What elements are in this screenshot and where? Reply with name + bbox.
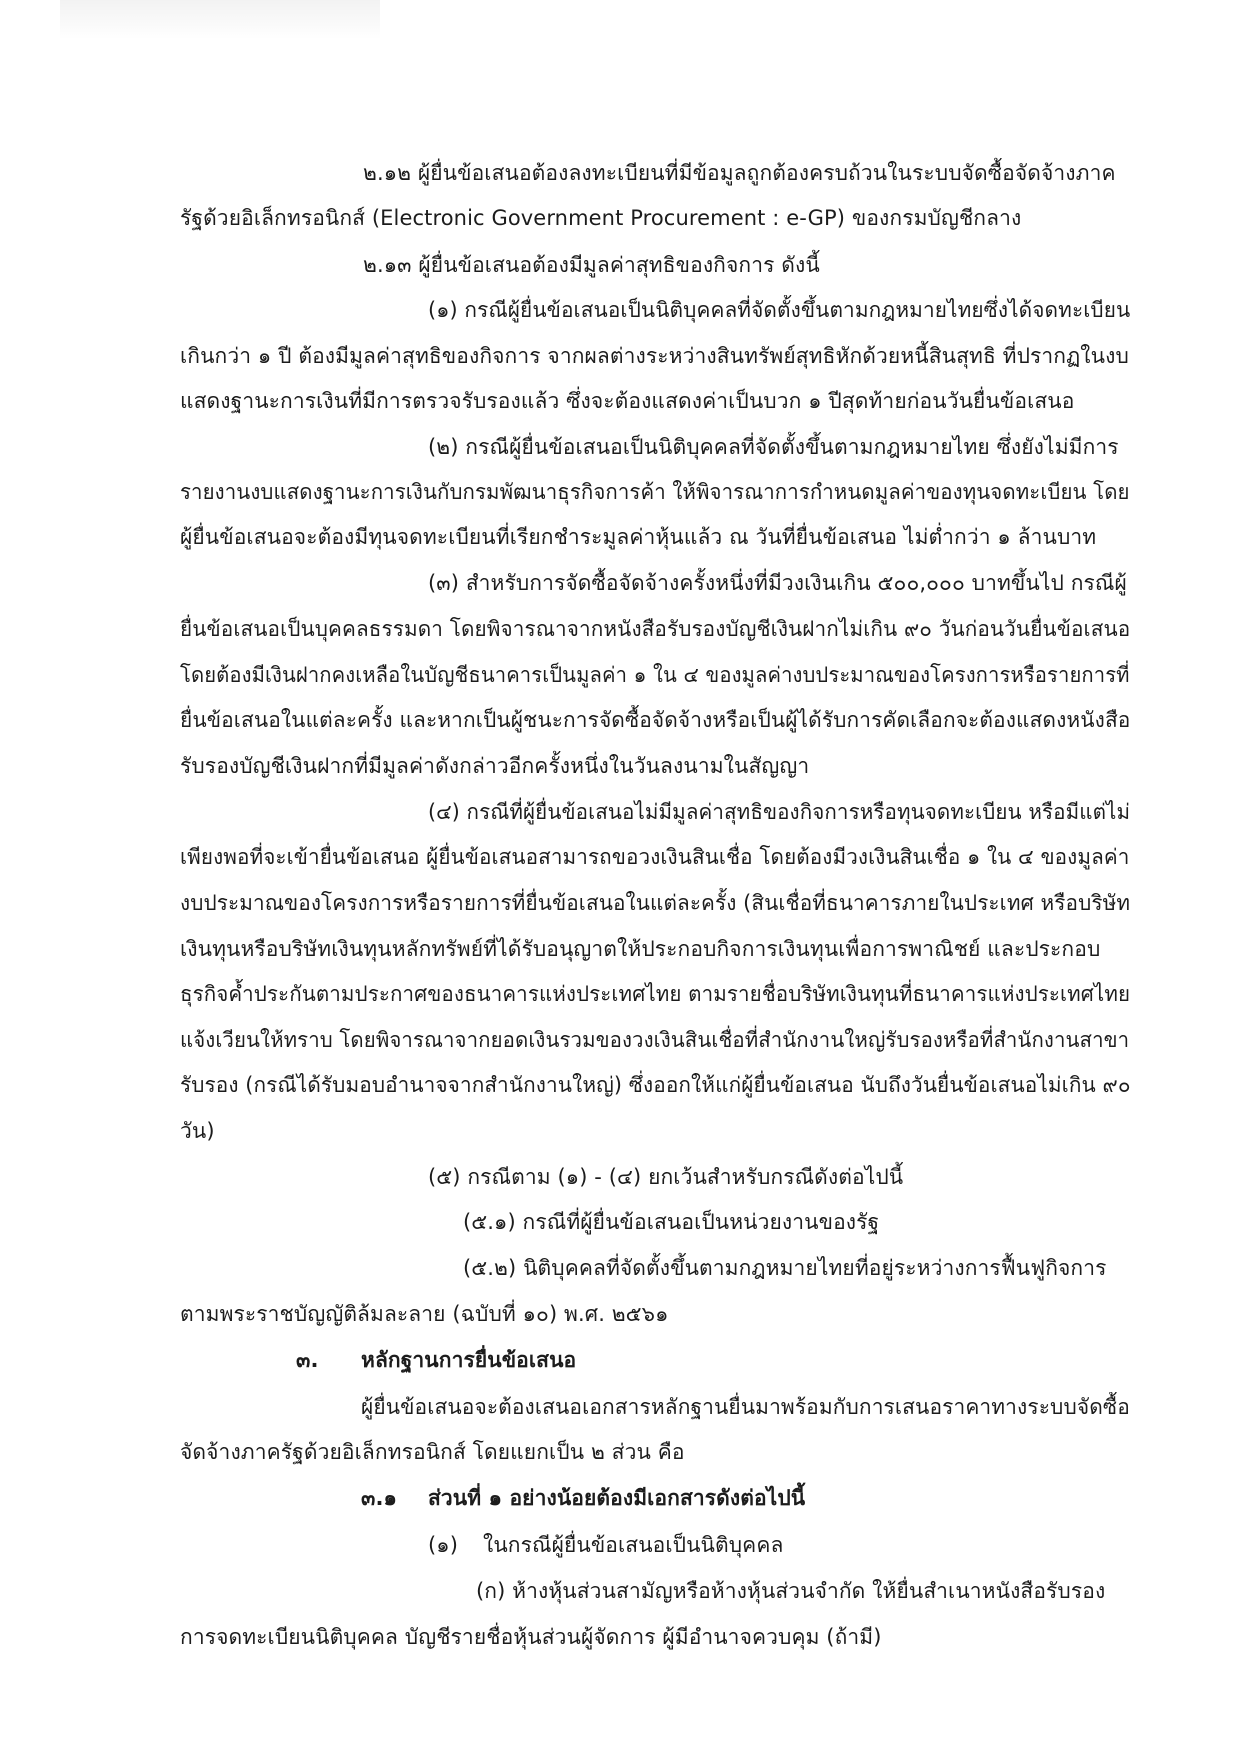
scan-shadow: [60, 0, 380, 40]
paragraph-line: รัฐด้วยอิเล็กทรอนิกส์ (Electronic Government Procurement : e-GP) ของกรมบัญชีกลาง: [180, 206, 1022, 230]
paragraph-line: วัน): [180, 1119, 215, 1143]
section-3-1-number: ๓.๑: [361, 1486, 397, 1510]
paragraph-line: (๕.๑) กรณีที่ผู้ยื่นข้อเสนอเป็นหน่วยงานของรัฐ: [463, 1210, 880, 1234]
paragraph-line: (๕.๒) นิติบุคคลที่จัดตั้งขึ้นตามกฎหมายไทยที่อยู่ระหว่างการฟื้นฟูกิจการ: [463, 1256, 1107, 1280]
paragraph-line: แสดงฐานะการเงินที่มีการตรวจรับรองแล้ว ซึ่งจะต้องแสดงค่าเป็นบวก ๑ ปีสุดท้ายก่อนวันยื่นข้อเสนอ: [180, 389, 1075, 413]
paragraph-line: โดยต้องมีเงินฝากคงเหลือในบัญชีธนาคารเป็นมูลค่า ๑ ใน ๔ ของมูลค่างบประมาณของโครงการหรือรายการที่: [180, 663, 1130, 687]
section-3-heading: หลักฐานการยื่นข้อเสนอ: [361, 1348, 577, 1372]
paragraph-line: ๒.๑๒ ผู้ยื่นข้อเสนอต้องลงทะเบียนที่มีข้อมูลถูกต้องครบถ้วนในระบบจัดซื้อจัดจ้างภาค: [363, 161, 1116, 185]
paragraph-line: (ก) ห้างหุ้นส่วนสามัญหรือห้างหุ้นส่วนจำกัด ให้ยื่นสำเนาหนังสือรับรอง: [476, 1579, 1106, 1603]
paragraph-line: เกินกว่า ๑ ปี ต้องมีมูลค่าสุทธิของกิจการ จากผลต่างระหว่างสินทรัพย์สุทธิหักด้วยหนี้สินสุทธิ ที่ปรากฏในงบ: [180, 344, 1129, 368]
paragraph-line: รับรองบัญชีเงินฝากที่มีมูลค่าดังกล่าวอีกครั้งหนึ่งในวันลงนามในสัญญา: [180, 754, 810, 778]
paragraph-line: ยื่นข้อเสนอเป็นบุคคลธรรมดา โดยพิจารณาจากหนังสือรับรองบัญชีเงินฝากไม่เกิน ๙๐ วันก่อนวันยื่นข้อเสนอ: [180, 617, 1131, 641]
paragraph-line: (๓) สำหรับการจัดซื้อจัดจ้างครั้งหนึ่งที่มีวงเงินเกิน ๕๐๐,๐๐๐ บาทขึ้นไป กรณีผู้: [428, 571, 1127, 595]
paragraph-line: (๑) กรณีผู้ยื่นข้อเสนอเป็นนิติบุคคลที่จัดตั้งขึ้นตามกฎหมายไทยซึ่งได้จดทะเบียน: [428, 298, 1131, 322]
item-1-number: (๑): [428, 1533, 459, 1557]
paragraph-line: (๔) กรณีที่ผู้ยื่นข้อเสนอไม่มีมูลค่าสุทธิของกิจการหรือทุนจดทะเบียน หรือมีแต่ไม่: [428, 800, 1131, 824]
paragraph-line: เพียงพอที่จะเข้ายื่นข้อเสนอ ผู้ยื่นข้อเสนอสามารถขอวงเงินสินเชื่อ โดยต้องมีวงเงินสินเชื่อ ๑ ใน ๔ ของมูลค่า: [180, 845, 1130, 869]
paragraph-line: การจดทะเบียนนิติบุคคล บัญชีรายชื่อหุ้นส่วนผู้จัดการ ผู้มีอำนาจควบคุม (ถ้ามี): [180, 1625, 882, 1649]
paragraph-line: รายงานงบแสดงฐานะการเงินกับกรมพัฒนาธุรกิจการค้า ให้พิจารณาการกำหนดมูลค่าของทุนจดทะเบียน โดย: [180, 480, 1130, 504]
section-3-1-heading: ส่วนที่ ๑ อย่างน้อยต้องมีเอกสารดังต่อไปนี้: [428, 1486, 806, 1510]
paragraph-line: งบประมาณของโครงการหรือรายการที่ยื่นข้อเสนอในแต่ละครั้ง (สินเชื่อที่ธนาคารภายในประเทศ หรือบริษัท: [180, 891, 1131, 915]
paragraph-line: แจ้งเวียนให้ทราบ โดยพิจารณาจากยอดเงินรวมของวงเงินสินเชื่อที่สำนักงานใหญ่รับรองหรือที่สำนักงานสาขา: [180, 1028, 1130, 1052]
paragraph-line: จัดจ้างภาครัฐด้วยอิเล็กทรอนิกส์ โดยแยกเป็น ๒ ส่วน คือ: [180, 1440, 685, 1464]
paragraph-line: ๒.๑๓ ผู้ยื่นข้อเสนอต้องมีมูลค่าสุทธิของกิจการ ดังนี้: [363, 253, 820, 277]
paragraph-line: ผู้ยื่นข้อเสนอจะต้องเสนอเอกสารหลักฐานยื่นมาพร้อมกับการเสนอราคาทางระบบจัดซื้อ: [361, 1395, 1130, 1419]
paragraph-line: ยื่นข้อเสนอในแต่ละครั้ง และหากเป็นผู้ชนะการจัดซื้อจัดจ้างหรือเป็นผู้ได้รับการคัดเลือกจะต้องแสดงหนังสือ: [180, 708, 1131, 732]
paragraph-line: รับรอง (กรณีได้รับมอบอำนาจจากสำนักงานใหญ่) ซึ่งออกให้แก่ผู้ยื่นข้อเสนอ นับถึงวันยื่นข้อเสนอไม่เกิน ๙๐: [180, 1073, 1131, 1097]
paragraph-line: ตามพระราชบัญญัติล้มละลาย (ฉบับที่ ๑๐) พ.ศ. ๒๕๖๑: [180, 1302, 669, 1326]
item-1-text: ในกรณีผู้ยื่นข้อเสนอเป็นนิติบุคคล: [483, 1533, 784, 1557]
paragraph-line: ผู้ยื่นข้อเสนอจะต้องมีทุนจดทะเบียนที่เรียกชำระมูลค่าหุ้นแล้ว ณ วันที่ยื่นข้อเสนอ ไม่ต่ำกว่า ๑ ล้านบาท: [180, 525, 1097, 549]
paragraph-line: (๕) กรณีตาม (๑) - (๔) ยกเว้นสำหรับกรณีดังต่อไปนี้: [428, 1165, 904, 1189]
paragraph-line: เงินทุนหรือบริษัทเงินทุนหลักทรัพย์ที่ได้รับอนุญาตให้ประกอบกิจการเงินทุนเพื่อการพาณิชย์ และประกอบ: [180, 937, 1101, 961]
paragraph-line: (๒) กรณีผู้ยื่นข้อเสนอเป็นนิติบุคคลที่จัดตั้งขึ้นตามกฎหมายไทย ซึ่งยังไม่มีการ: [428, 435, 1119, 459]
section-3-number: ๓.: [296, 1348, 319, 1372]
paragraph-line: ธุรกิจค้ำประกันตามประกาศของธนาคารแห่งประเทศไทย ตามรายชื่อบริษัทเงินทุนที่ธนาคารแห่งประเทศไทย: [180, 982, 1131, 1006]
